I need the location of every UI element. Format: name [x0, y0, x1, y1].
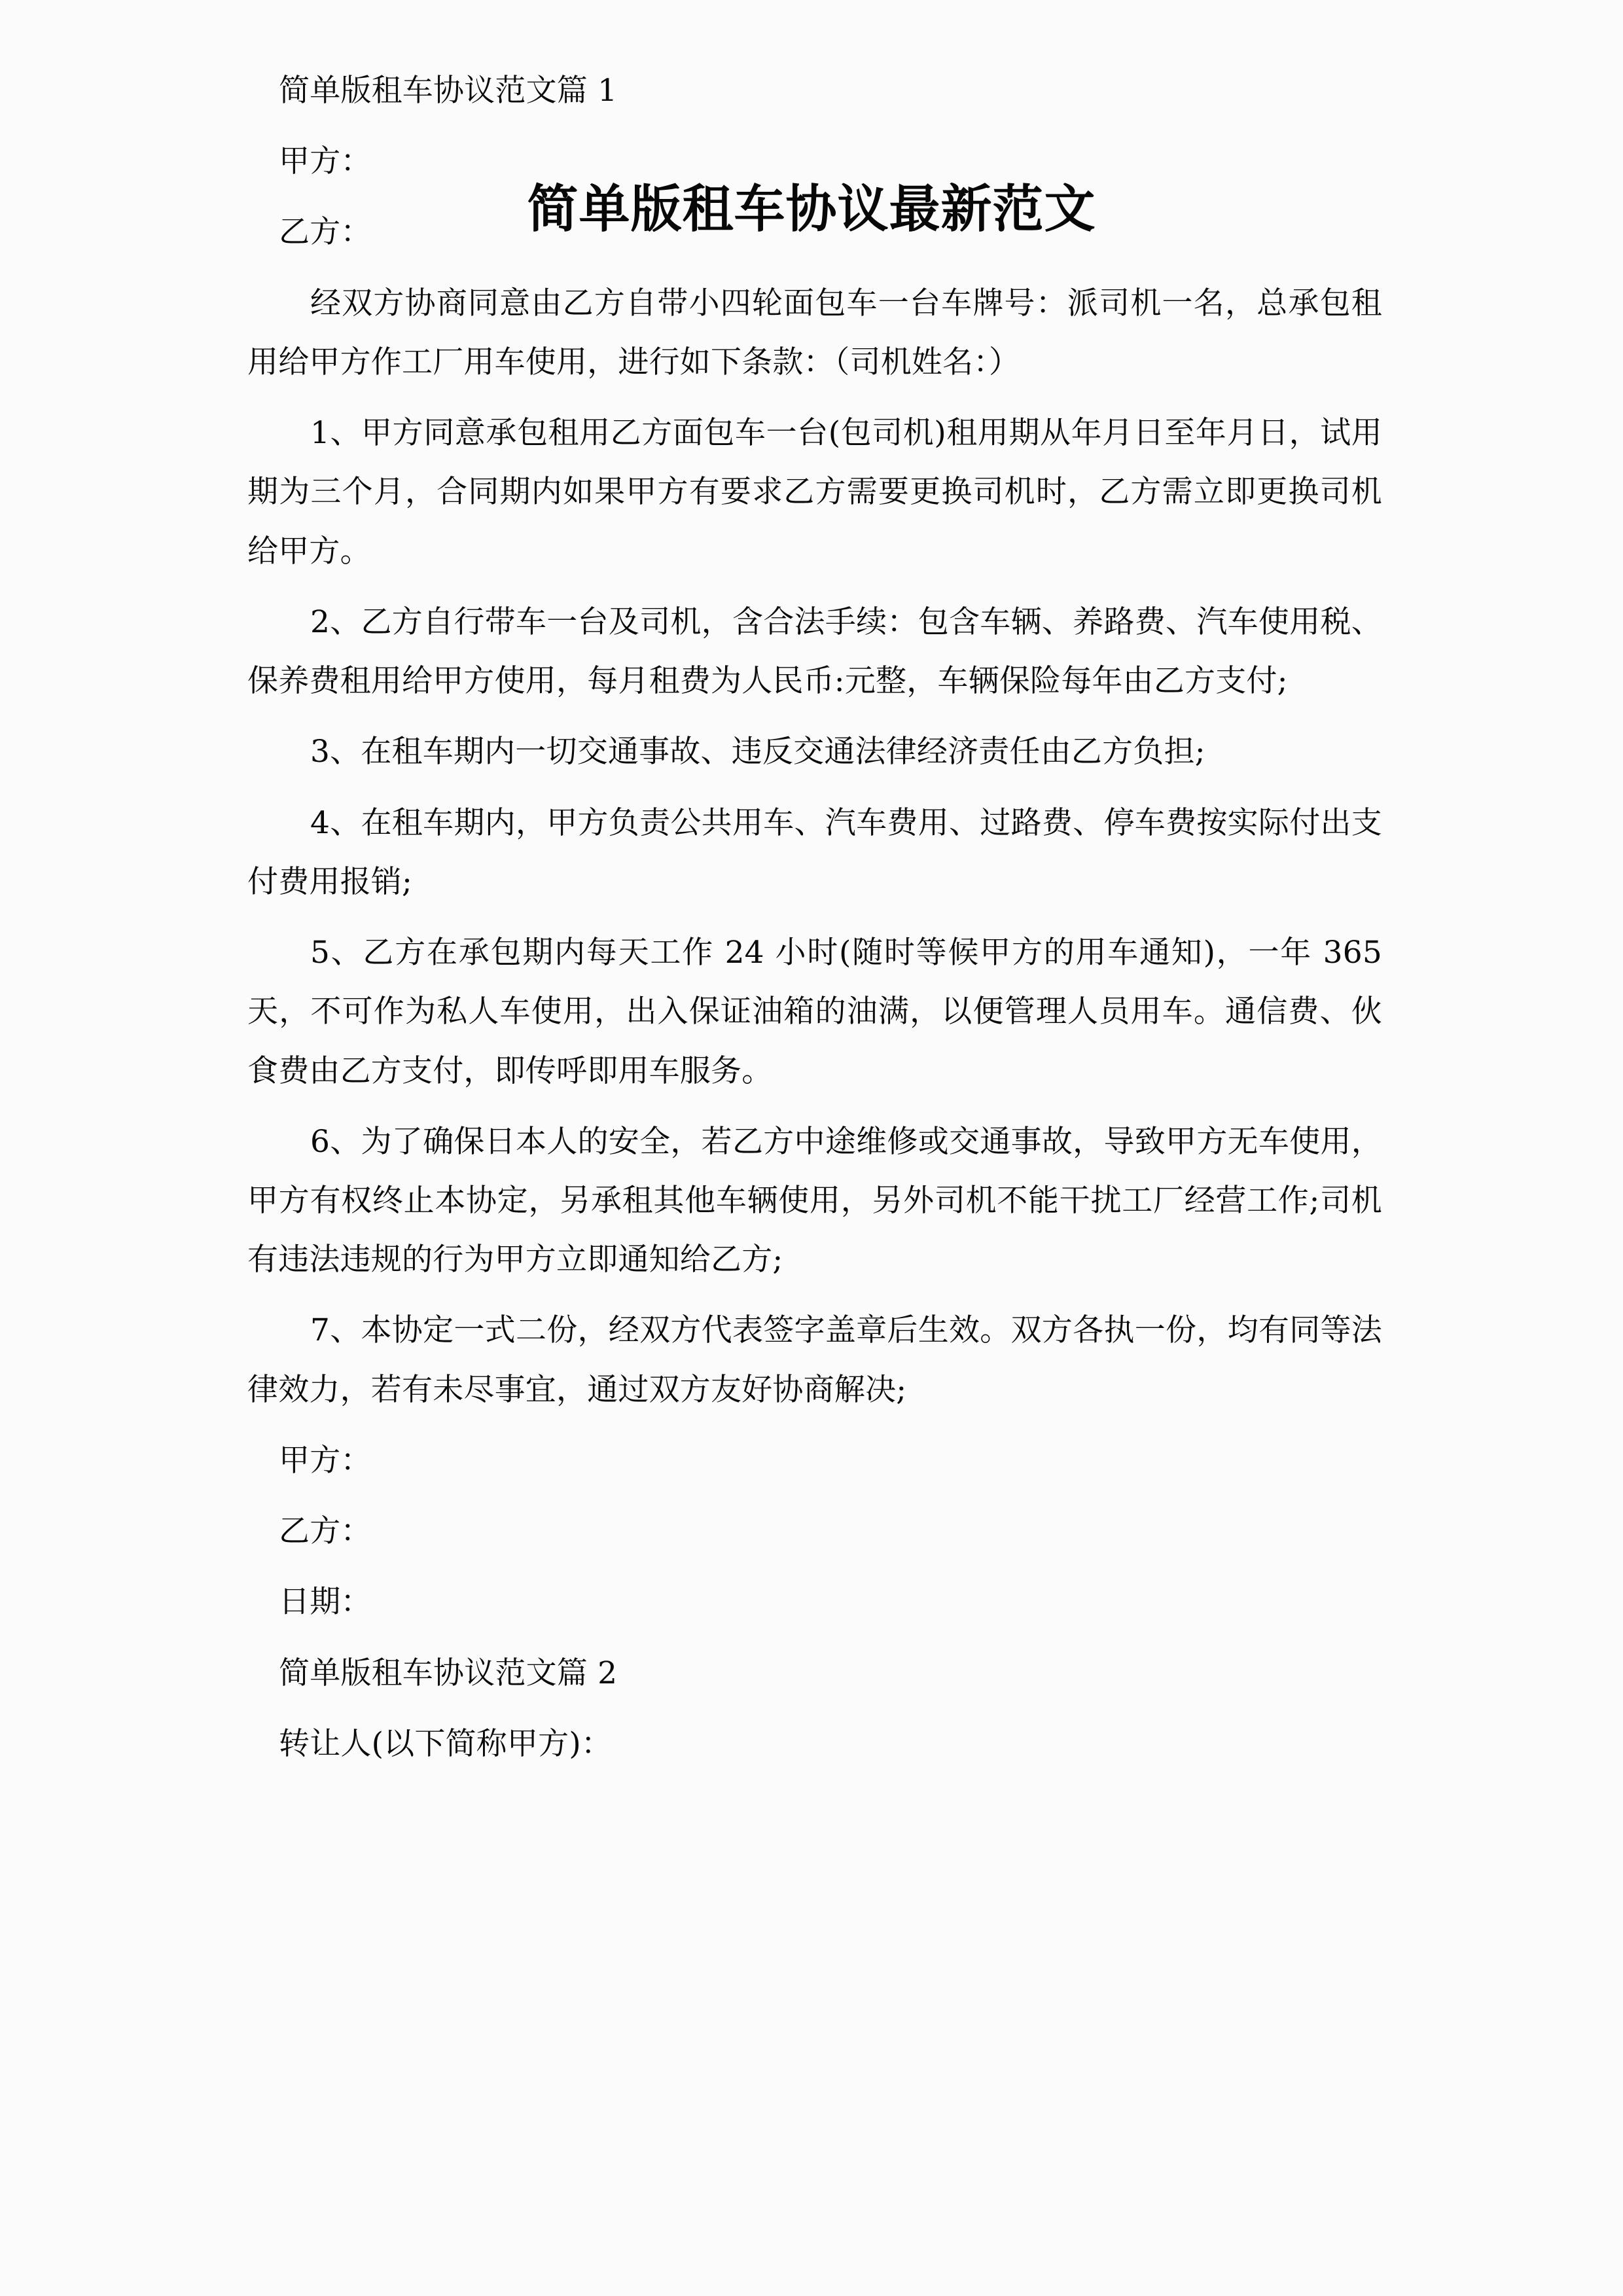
clause-3: 3、在租车期内一切交通事故、违反交通法律经济责任由乙方负担;	[310, 734, 1205, 770]
party-b-line-top: 乙方：	[279, 214, 372, 251]
clause-7: 7、本协定一式二份，经双方代表签字盖章后生效。双方各执一份，均有同等法律效力，若有未尽事宜，通过双方友好协商解决;	[247, 1312, 1382, 1408]
clause-4: 4、在租车期内，甲方负责公共用车、汽车费用、过路费、停车费按实际付出支付费用报销;	[247, 804, 1382, 900]
section-heading-2: 简单版租车协议范文篇 2	[279, 1655, 618, 1691]
document-body	[247, 0, 1382, 1774]
date-signature-line: 日期：	[279, 1584, 372, 1621]
party-a-line-top: 甲方：	[279, 143, 372, 180]
clause-5: 5、乙方在承包期内每天工作 24 小时(随时等候甲方的用车通知)，一年 365 天，不可作为私人车使用，出入保证油箱的油满，以便管理人员用车。通信费、伙食费由乙方支付，即传呼即用车服务。	[247, 935, 1382, 1089]
party-b-signature-line: 乙方：	[279, 1513, 372, 1550]
clause-6: 6、为了确保日本人的安全，若乙方中途维修或交通事故，导致甲方无车使用，甲方有权终止本协定，另承租其他车辆使用，另外司机不能干扰工厂经营工作;司机有违法违规的行为甲方立即通知给乙方;	[247, 1123, 1382, 1278]
transferor-line: 转让人(以下简称甲方)：	[279, 1725, 613, 1762]
page-title: 简单版租车协议最新范文	[527, 179, 1096, 239]
section-heading-1: 简单版租车协议范文篇 1	[279, 73, 618, 109]
paragraph-list	[247, 62, 1382, 1774]
clause-1: 1、甲方同意承包租用乙方面包车一台(包司机)租用期从年月日至年月日，试用期为三个月，合同期内如果甲方有要求乙方需要更换司机时，乙方需立即更换司机给甲方。	[247, 415, 1382, 569]
preamble-paragraph: 经双方协商同意由乙方自带小四轮面包车一台车牌号：派司机一名，总承包租用给甲方作工厂用车使用，进行如下条款：（司机姓名：）	[247, 285, 1382, 380]
clause-2: 2、乙方自行带车一台及司机，含合法手续：包含车辆、养路费、汽车使用税、保养费租用给甲方使用，每月租费为人民币:元整，车辆保险每年由乙方支付;	[247, 603, 1382, 700]
party-a-signature-line: 甲方：	[279, 1442, 372, 1479]
